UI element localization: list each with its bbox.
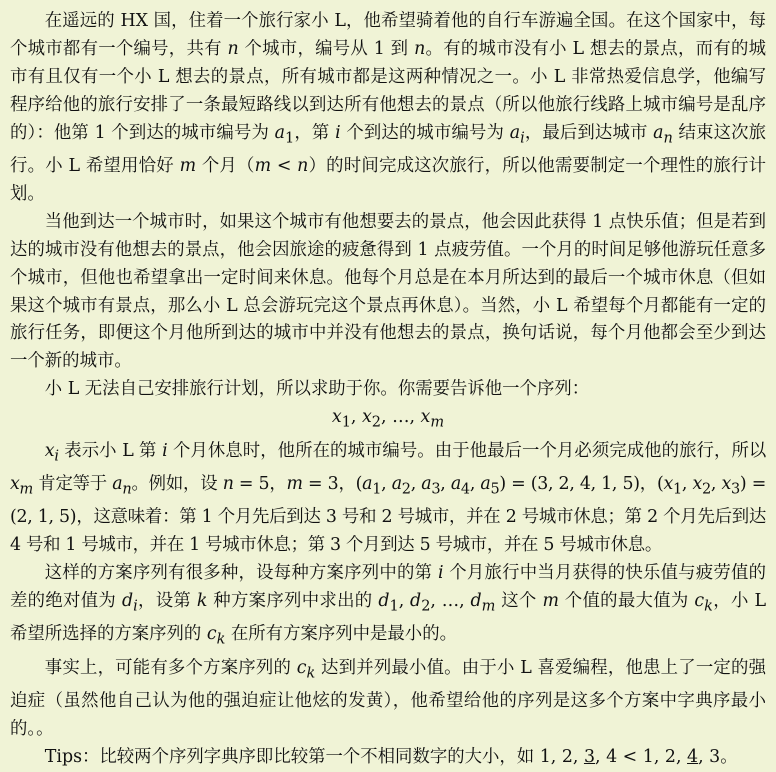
paragraph-1: 在遥远的 HX 国，住着一个旅行家小 L，他希望骑着他的自行车游遍全国。在这个国家中，每个城市都有一个编号，共有 n 个城市，编号从 1 到 n。有的城市没有小 L 想去的景点，而有的城市有且仅有一个小 L 想去的景点，所有城市都是这两种情况之一。小 L 非常热爱信息学，他编写程序给他的旅行安排了一条最短路线以到达所有他想去的景点（所以他旅行线路上城市编号是乱序的）：他第 1 个到达的城市编号为 $a_1$，第 i 个到达的城市编号为 $a_i$，最后到达城市 $a_n$ 结束这次旅行。小 L 希望用恰好 m 个月（m < n）的时间完成这次旅行，所以他需要制定一个理性的旅行计划。 <box>10 11 767 204</box>
paragraph-6: 事实上，可能有多个方案序列的 $c_k$ 达到并列最小值。由于小 L 喜爱编程，他患上了一定的强迫症（虽然他自己认为他的强迫症让他炫的发黄），他希望给他的序列是这多个方案中字典序最小的。。 <box>10 657 767 740</box>
paragraph-4: $x_i$ 表示小 L 第 i 个月休息时，他所在的城市编号。由于他最后一个月必须完成他的旅行，所以 $x_m$ 肯定等于 $a_n$。例如，设 n = 5，m = 3，($a_1$, $a_2$, $a_3$, $a_4$, $a_5) = (3$, 2, 4, 1, 5)，($x_1$, $x_2$, $x_3) = (2$, 1, 5)，这意味着：第 1 个月先后到达 3 号和 2 号城市，并在 2 号城市休息；第 2 个月先后到达 4 号和 1 号城市，并在 1 号城市休息；第 3 个月到达 5 号城市，并在 5 号城市休息。 <box>10 440 766 556</box>
tips-paragraph: Tips：比较两个序列字典序即比较第一个不相同数字的大小，如 1, 2, 3, 4 < 1, 2, 4, 3。 <box>44 746 738 767</box>
sequence-formula: $x_1$, $x_2$, …, $x_m$ <box>331 407 445 431</box>
paragraph-5: 这样的方案序列有很多种，设每种方案序列中的第 i 个月旅行中当月获得的快乐值与疲劳值的差的绝对值为 $d_i$，设第 k 种方案序列中求出的 $d_1$, $d_2$, …, $d_m$ 这个 m 个值的最大值为 $c_k$，小 L 希望所选择的方案序列的 $c_k$ 在所有方案序列中是最小的。 <box>10 563 767 648</box>
paragraph-2: 当他到达一个城市时，如果这个城市有他想要去的景点，他会因此获得 1 点快乐值；但是若到达的城市没有他想去的景点，他会因旅途的疲惫得到 1 点疲劳值。一个月的时间足够他游玩任意多个城市，但他也希望拿出一定时间来休息。他每个月总是在本月所达到的最后一个城市休息（但如果这个城市有景点，那么小 L 总会游玩完这个景点再休息）。当然，小 L 希望每个月都能有一定的旅行任务，即便这个月他所到达的城市中并没有他想去的景点，换句话说，每个月他都会至少到达一个新的城市。 <box>10 211 766 372</box>
paragraph-3: 小 L 无法自己安排旅行计划，所以求助于你。你需要告诉他一个序列： <box>44 379 590 400</box>
